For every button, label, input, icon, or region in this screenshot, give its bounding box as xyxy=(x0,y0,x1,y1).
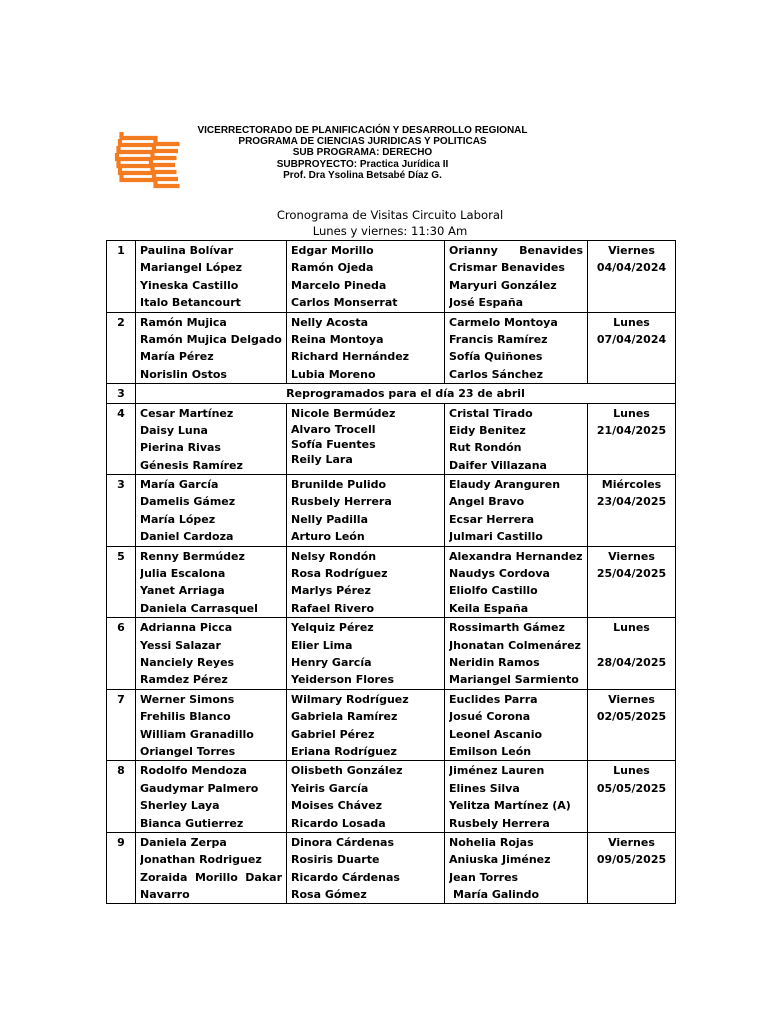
student-name: Nelly Acosta xyxy=(291,315,369,329)
student-name: Oriangel Torres xyxy=(140,744,236,758)
student-name: Gabriela Ramírez xyxy=(291,710,398,724)
student-name: Jiménez Lauren xyxy=(449,764,545,778)
schedule-title: Cronograma de Visitas Circuito Laboral xyxy=(276,208,504,222)
student-group-2 xyxy=(287,312,445,384)
student-name: Jean Torres xyxy=(449,870,519,884)
student-name: Marcelo Pineda xyxy=(291,278,387,292)
table-row xyxy=(107,832,676,904)
visit-date-text: 09/05/2025 xyxy=(596,853,667,867)
student-group-3 xyxy=(445,689,588,761)
student-name: Yanet Arriaga xyxy=(140,584,225,598)
student-name: Reily Lara xyxy=(291,452,353,466)
visit-weekday: Lunes xyxy=(613,621,650,635)
student-name: Daisy Luna xyxy=(140,423,208,437)
student-name: Naudys Cordova xyxy=(449,567,550,581)
group-number xyxy=(107,241,136,313)
student-name: Ramdez Pérez xyxy=(140,673,228,687)
student-name: Julia Escalona xyxy=(140,567,226,581)
visit-date-text: 25/04/2025 xyxy=(596,567,667,581)
student-name: Yessi Salazar xyxy=(140,638,221,652)
student-group-3 xyxy=(445,403,588,475)
student-name: Daniela Carrasquel xyxy=(140,601,258,615)
student-name: Elines Silva xyxy=(449,781,520,795)
group-number-text: 7 xyxy=(117,692,125,706)
student-name: Alvaro Trocell xyxy=(291,422,376,436)
student-name: Marlys Pérez xyxy=(291,584,371,598)
group-number-text: 4 xyxy=(117,406,125,420)
student-name: Rut Rondón xyxy=(449,441,522,455)
visit-weekday: Miércoles xyxy=(601,478,662,492)
student-name: Rusbely Herrera xyxy=(449,816,550,830)
visit-date-text: 23/04/2025 xyxy=(596,495,667,509)
visit-date xyxy=(588,241,676,313)
student-group-3 xyxy=(445,312,588,384)
student-name: Carlos Monserrat xyxy=(291,296,398,310)
student-name: Yeiderson Flores xyxy=(291,673,394,687)
table-row xyxy=(107,241,676,313)
visit-date-text: 21/04/2025 xyxy=(596,423,667,437)
student-name: Rodolfo Mendoza xyxy=(140,764,247,778)
visit-weekday: Lunes xyxy=(613,764,650,778)
group-number-text: 3 xyxy=(117,387,125,401)
group-number xyxy=(107,618,136,690)
student-name: Ricardo Cárdenas xyxy=(291,870,400,884)
visit-date-text: 07/04/2024 xyxy=(596,332,667,346)
document-header xyxy=(190,125,535,181)
visit-date-text: 04/04/2024 xyxy=(596,261,667,275)
student-group-3 xyxy=(445,546,588,618)
student-name: Nohelia Rojas xyxy=(449,835,534,849)
visits-schedule-table xyxy=(106,240,676,904)
header-line-professor: Prof. Dra Ysolina Betsabé Díaz G. xyxy=(283,169,442,181)
student-name: Daifer Villazana xyxy=(449,458,547,472)
logo-bar xyxy=(122,132,180,144)
student-name: Julmari Castillo xyxy=(449,530,543,544)
student-name: Wilmary Rodríguez xyxy=(291,692,409,706)
rescheduled-note-text: Reprogramados para el día 23 de abril xyxy=(286,387,525,401)
student-name: Ricardo Losada xyxy=(291,816,386,830)
schedule-titles xyxy=(106,207,674,239)
visit-date xyxy=(588,403,676,475)
student-group-2 xyxy=(287,618,445,690)
student-name: Nelly Padilla xyxy=(291,512,369,526)
header-line-subprogram: SUB PROGRAMA: DERECHO xyxy=(292,147,433,159)
student-name: José España xyxy=(449,296,524,310)
student-name: Elaudy Aranguren xyxy=(449,478,561,492)
student-name: Gabriel Pérez xyxy=(291,727,375,741)
student-name: María López xyxy=(140,512,216,526)
visit-weekday: Viernes xyxy=(608,692,655,706)
rescheduled-note xyxy=(136,384,676,403)
student-name: Carlos Sánchez xyxy=(449,367,544,381)
group-number xyxy=(107,832,136,904)
visit-date xyxy=(588,475,676,547)
student-group-3 xyxy=(445,761,588,833)
student-name: Norislin Ostos xyxy=(140,367,227,381)
student-name: Eidy Benitez xyxy=(449,423,526,437)
student-name: Werner Simons xyxy=(140,692,235,706)
student-name: Rosiris Duarte xyxy=(291,853,380,867)
group-number-text: 2 xyxy=(117,315,125,329)
student-name: Mariangel López xyxy=(140,261,243,275)
student-group-1 xyxy=(136,241,287,313)
visit-weekday: Lunes xyxy=(613,315,650,329)
student-name: Rafael Rivero xyxy=(291,601,375,615)
student-name: Moises Chávez xyxy=(291,799,383,813)
visit-weekday: Viernes xyxy=(608,549,655,563)
table-row xyxy=(107,403,676,475)
student-name: Cesar Martínez xyxy=(140,406,234,420)
student-name: Neridin Ramos xyxy=(449,655,540,669)
visit-date xyxy=(588,832,676,904)
visit-date-text: 05/05/2025 xyxy=(596,781,667,795)
student-name: Keila España xyxy=(449,601,529,615)
student-name: Carmelo Montoya xyxy=(449,315,558,329)
student-group-2 xyxy=(287,475,445,547)
student-group-1 xyxy=(136,475,287,547)
student-name: Rosa Gómez xyxy=(291,888,367,902)
group-number xyxy=(107,546,136,618)
student-name: María Galindo xyxy=(453,888,540,902)
student-name: Crismar Benavides xyxy=(449,261,565,275)
student-name: Dinora Cárdenas xyxy=(291,835,395,849)
student-name: Reina Montoya xyxy=(291,332,384,346)
group-number xyxy=(107,384,136,403)
student-name: Génesis Ramírez xyxy=(140,458,243,472)
student-name: Pierina Rivas xyxy=(140,441,221,455)
university-logo-icon xyxy=(113,124,183,194)
group-number xyxy=(107,403,136,475)
student-name: Maryuri González xyxy=(449,278,557,292)
student-name: Rossimarth Gámez xyxy=(449,621,565,635)
visit-date xyxy=(588,689,676,761)
student-name: Josué Corona xyxy=(449,710,531,724)
student-group-2 xyxy=(287,546,445,618)
header-line-subproject: SUBPROYECTO: Practica Jurídica II xyxy=(276,158,449,170)
student-name: María García xyxy=(140,478,219,492)
visit-date xyxy=(588,618,676,690)
student-name: Leonel Ascanio xyxy=(449,727,543,741)
group-number xyxy=(107,689,136,761)
student-name: Richard Hernández xyxy=(291,350,410,364)
student-name: Bianca Gutierrez xyxy=(140,816,244,830)
visit-date-text: 02/05/2025 xyxy=(596,710,667,724)
visit-date xyxy=(588,546,676,618)
header-line-institution: VICERRECTORADO DE PLANIFICACIÓN Y DESARROLLO REGIONAL xyxy=(197,125,528,136)
student-name: Orianny Benavides xyxy=(449,244,583,257)
student-name: Nelsy Rondón xyxy=(291,549,377,563)
student-name: Nanciely Reyes xyxy=(140,655,235,669)
student-group-3 xyxy=(445,475,588,547)
group-number-text: 8 xyxy=(117,764,125,778)
student-group-1 xyxy=(136,761,287,833)
student-name: Ramón Mujica xyxy=(140,315,227,329)
student-name: Alexandra Hernandez xyxy=(449,549,583,563)
student-name: Brunilde Pulido xyxy=(291,478,387,492)
student-name: Jhonatan Colmenárez xyxy=(449,638,581,652)
visit-weekday: Viernes xyxy=(608,244,655,257)
student-name: Sofía Quiñones xyxy=(449,350,543,364)
student-name: Aniuska Jiménez xyxy=(449,853,551,867)
student-name: Elier Lima xyxy=(291,638,353,652)
student-group-2 xyxy=(287,241,445,313)
group-number xyxy=(107,761,136,833)
table-row xyxy=(107,689,676,761)
student-group-1 xyxy=(136,618,287,690)
student-name: Olisbeth González xyxy=(291,764,403,778)
table-row xyxy=(107,546,676,618)
table-row xyxy=(107,312,676,384)
student-name: Mariangel Sarmiento xyxy=(449,673,579,687)
student-name: Angel Bravo xyxy=(449,495,525,509)
student-name: Ramón Ojeda xyxy=(291,261,374,275)
group-number-text: 3 xyxy=(117,478,125,492)
student-name: Emilson León xyxy=(449,744,532,758)
student-name: Euclides Parra xyxy=(449,692,538,706)
student-name: Rosa Rodríguez xyxy=(291,567,388,581)
student-name: Navarro xyxy=(140,888,190,902)
student-name: Francis Ramírez xyxy=(449,332,548,346)
student-name: Henry García xyxy=(291,655,372,669)
student-name: Gaudymar Palmero xyxy=(140,781,259,795)
table-row xyxy=(107,761,676,833)
student-name: Daniel Cardoza xyxy=(140,530,234,544)
student-name: Rusbely Herrera xyxy=(291,495,392,509)
visit-weekday: Viernes xyxy=(608,835,655,849)
student-name: Yelitza Martínez (A) xyxy=(449,799,571,813)
visit-date xyxy=(588,312,676,384)
group-number xyxy=(107,312,136,384)
table-row xyxy=(107,475,676,547)
student-group-2 xyxy=(287,761,445,833)
group-number-text: 5 xyxy=(117,549,125,563)
table-row xyxy=(107,618,676,690)
student-name: Sherley Laya xyxy=(140,799,220,813)
student-name: Yelquiz Pérez xyxy=(291,621,374,635)
student-name: Renny Bermúdez xyxy=(140,549,245,563)
student-group-1 xyxy=(136,832,287,904)
student-name: Jonathan Rodriguez xyxy=(140,853,262,867)
student-name: Yineska Castillo xyxy=(140,278,239,292)
student-group-3 xyxy=(445,618,588,690)
group-number-text: 6 xyxy=(117,621,125,635)
student-name: Paulina Bolívar xyxy=(140,244,234,257)
student-name: Sofía Fuentes xyxy=(291,437,376,451)
student-group-2 xyxy=(287,832,445,904)
group-number-text: 9 xyxy=(117,835,125,849)
student-group-2 xyxy=(287,689,445,761)
student-name: Nicole Bermúdez xyxy=(291,406,396,420)
student-name: María Pérez xyxy=(140,350,214,364)
header-line-program: PROGRAMA DE CIENCIAS JURIDICAS Y POLITICAS xyxy=(238,136,487,148)
student-name: Eliolfo Castillo xyxy=(449,584,538,598)
visit-weekday: Lunes xyxy=(613,406,650,420)
student-group-2 xyxy=(287,403,445,475)
student-name: Cristal Tirado xyxy=(449,406,533,420)
group-number xyxy=(107,475,136,547)
table-row xyxy=(107,384,676,403)
student-group-3 xyxy=(445,832,588,904)
student-name: Daniela Zerpa xyxy=(140,835,227,849)
student-group-1 xyxy=(136,689,287,761)
student-name: Yeiris García xyxy=(291,781,369,795)
student-name: William Granadillo xyxy=(140,727,254,741)
visit-date-text: 28/04/2025 xyxy=(596,655,667,669)
student-name: Eriana Rodríguez xyxy=(291,744,397,758)
student-group-3 xyxy=(445,241,588,313)
student-name: Ecsar Herrera xyxy=(449,512,535,526)
student-name: Arturo León xyxy=(291,530,365,544)
student-name: Edgar Morillo xyxy=(291,244,374,257)
student-name: Adrianna Picca xyxy=(140,621,233,635)
group-number-text: 1 xyxy=(117,244,125,257)
student-group-1 xyxy=(136,403,287,475)
visit-date xyxy=(588,761,676,833)
student-name: Italo Betancourt xyxy=(140,296,241,310)
student-group-1 xyxy=(136,546,287,618)
student-name: Damelis Gámez xyxy=(140,495,236,509)
student-name: Lubia Moreno xyxy=(291,367,376,381)
student-name: Zoraida Morillo Dakar xyxy=(140,870,282,884)
student-name: Ramón Mujica Delgado xyxy=(140,332,282,346)
student-group-1 xyxy=(136,312,287,384)
schedule-subtitle: Lunes y viernes: 11:30 Am xyxy=(312,224,468,238)
student-name: Frehilis Blanco xyxy=(140,710,231,724)
